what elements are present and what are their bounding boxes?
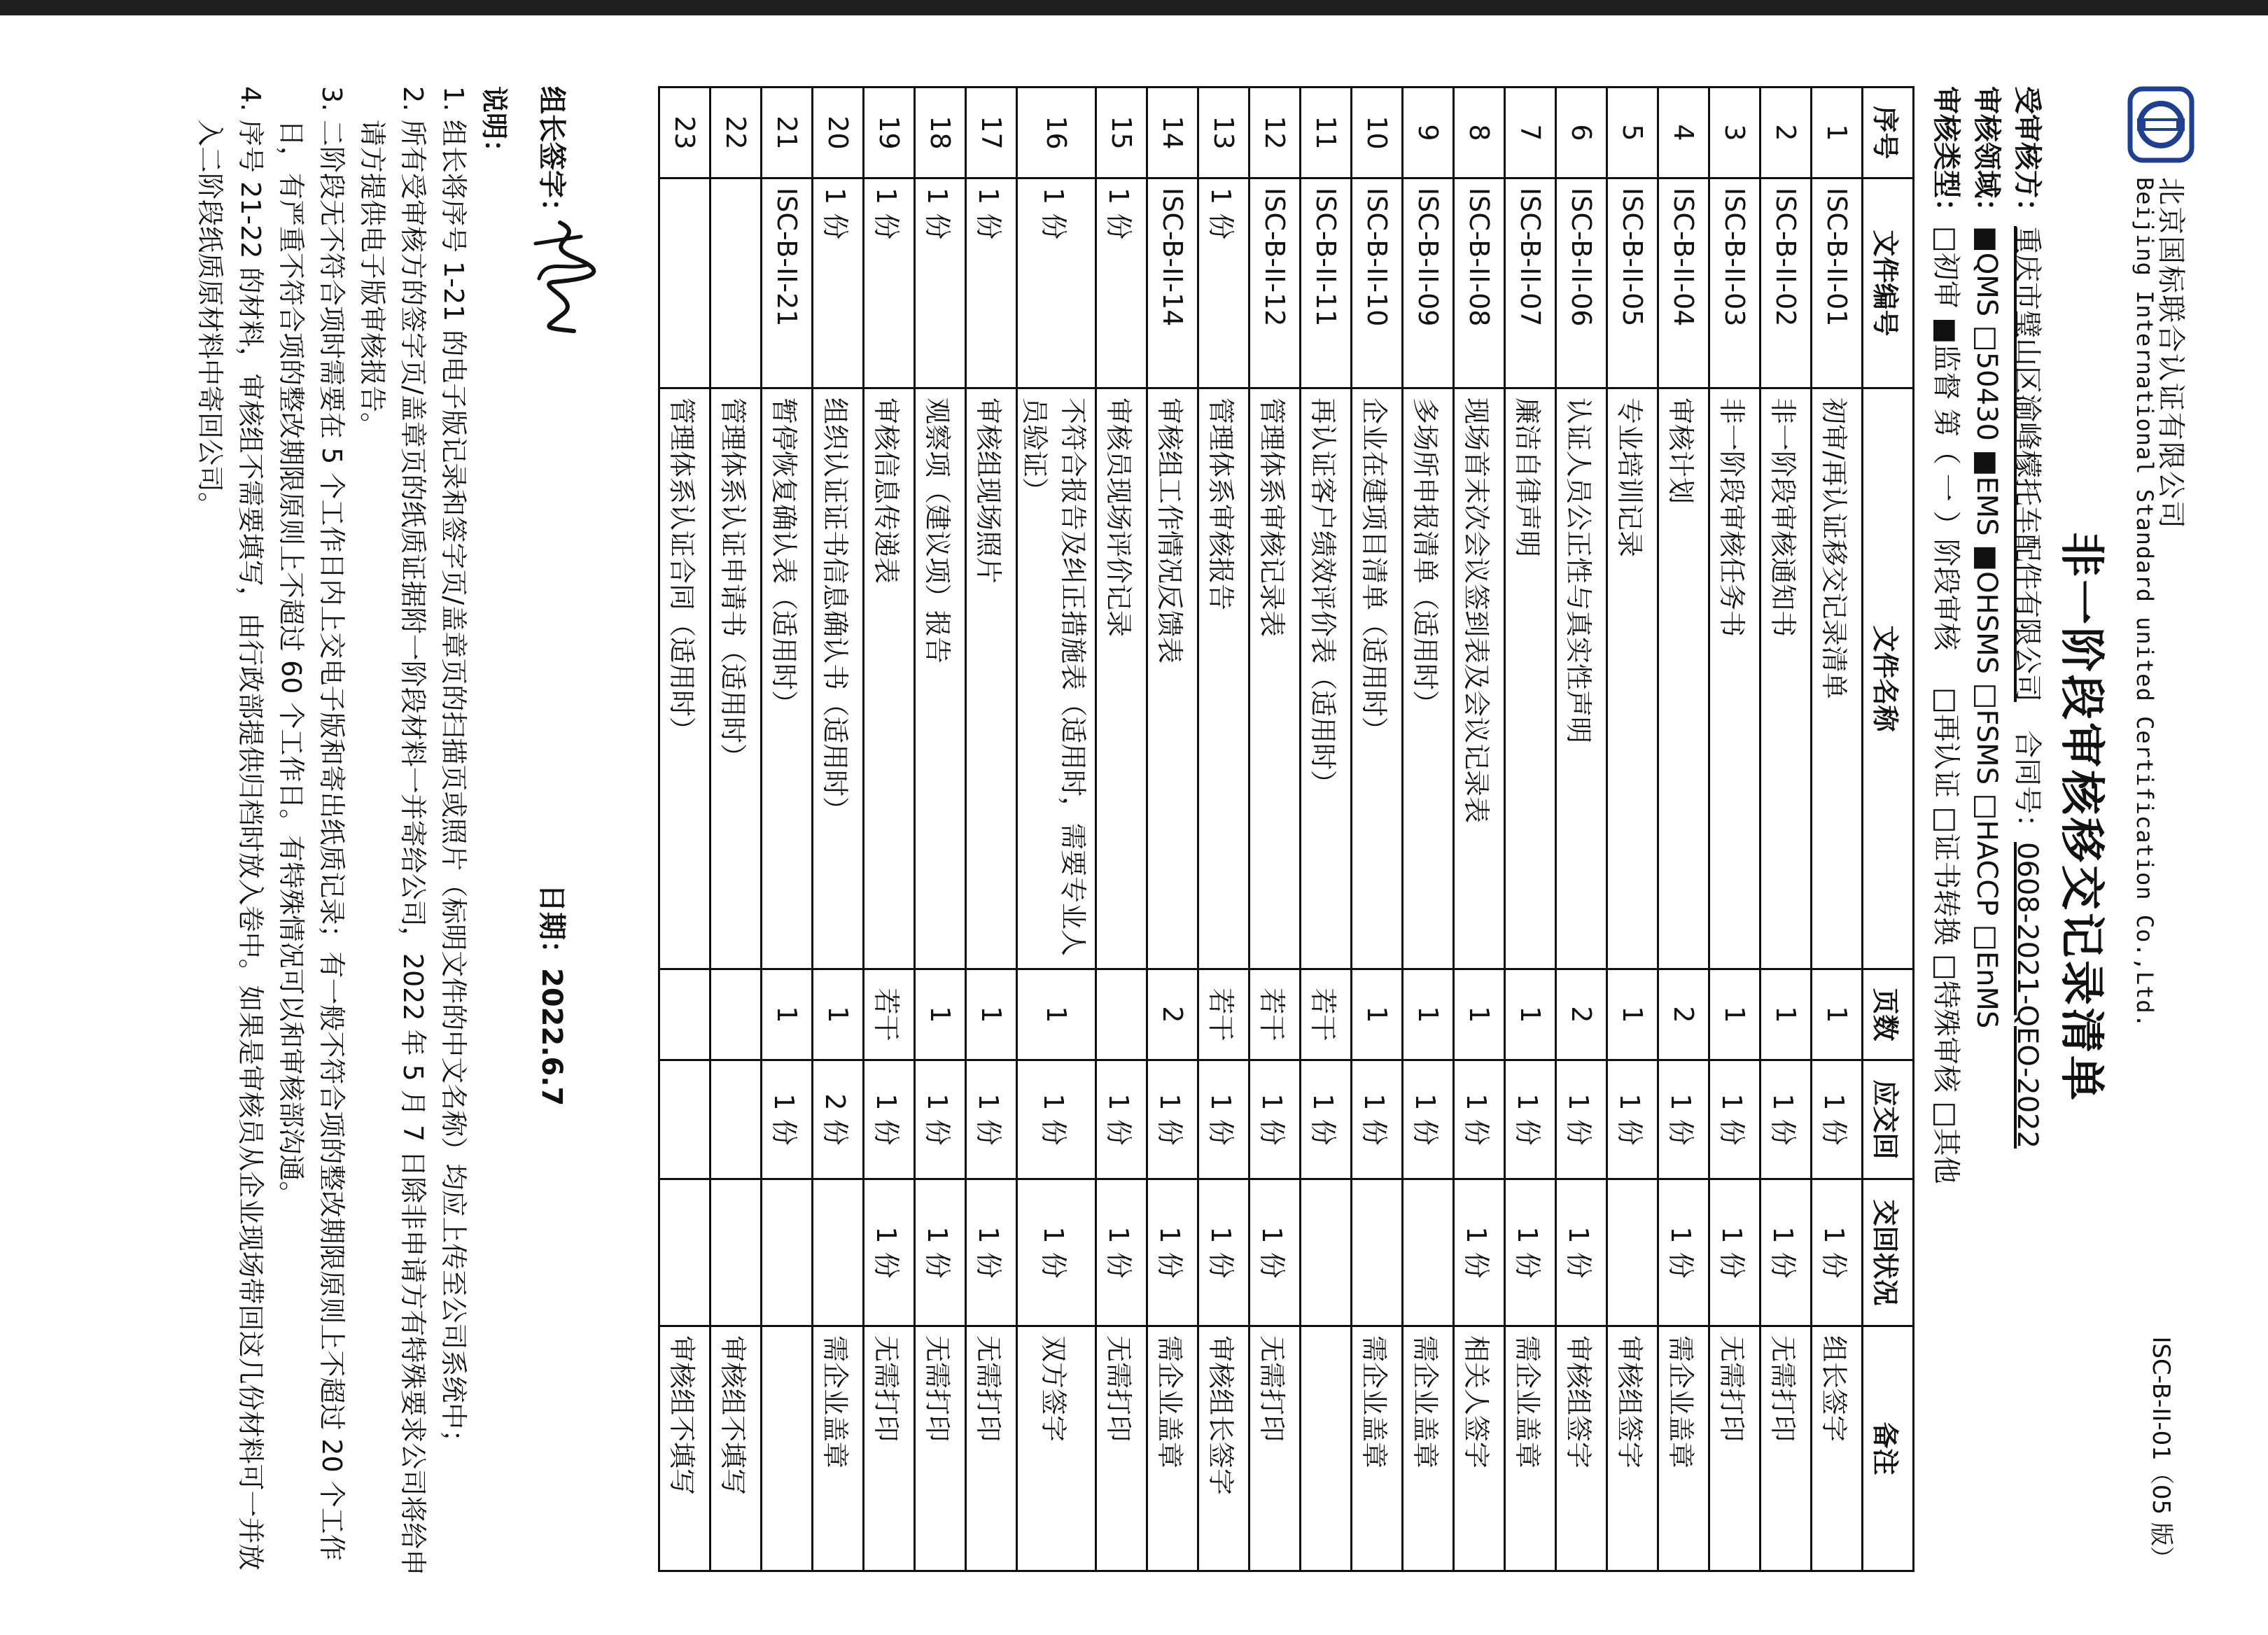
cell-no: 10 <box>1352 87 1403 178</box>
cell-name: 审核信息传递表 <box>864 388 915 969</box>
cell-remark: 审核组不填写 <box>659 1326 710 1571</box>
cell-no: 22 <box>710 87 762 178</box>
signature-label: 组长签字： <box>536 86 568 226</box>
cell-due: 1 份 <box>1607 1060 1658 1179</box>
cell-name: 暂停恢复确认表（适用时） <box>762 388 813 969</box>
cell-name: 审核组工作情况反馈表 <box>1147 388 1198 969</box>
type-options: □初审 ■监督 第（ 一 ）阶段审核 □再认证 □证书转换 □特殊审核 □其他 <box>1930 226 1962 1184</box>
cell-code: ISC-B-II-06 <box>1556 178 1607 388</box>
signature-row <box>534 86 574 1570</box>
cell-no: 17 <box>966 87 1017 178</box>
cell-status: 1 份 <box>1505 1179 1556 1326</box>
client-label: 受审核方： <box>2011 86 2043 226</box>
table-header-row <box>1863 87 1914 1571</box>
cell-name: 专业培训记录 <box>1607 388 1658 969</box>
cell-no: 23 <box>659 87 710 178</box>
cell-remark: 双方签字 <box>1017 1326 1096 1571</box>
date-field <box>534 884 574 1106</box>
cell-status <box>710 1179 762 1326</box>
cell-due <box>710 1060 762 1179</box>
cell-status <box>813 1179 864 1326</box>
date-value: 2022.6.7 <box>536 968 568 1107</box>
client-row <box>2007 86 2047 1570</box>
cell-no: 15 <box>1096 87 1147 178</box>
cell-name: 不符合报告及纠正措施表（适用时，需要专业人员验证） <box>1017 388 1096 969</box>
cell-status <box>1301 1179 1352 1326</box>
cell-due: 1 份 <box>1250 1060 1301 1179</box>
cell-status: 1 份 <box>1147 1179 1198 1326</box>
field-row <box>1966 86 2007 1570</box>
table-row <box>813 87 864 1571</box>
cell-pages: 1 <box>1017 969 1096 1060</box>
cell-remark: 无需打印 <box>1760 1326 1812 1571</box>
cell-due: 1 份 <box>1760 1060 1812 1179</box>
cell-pages: 1 <box>1607 969 1658 1060</box>
cell-no: 11 <box>1301 87 1352 178</box>
cell-code: 1 份 <box>966 178 1017 388</box>
cell-code: 1 份 <box>864 178 915 388</box>
date-label: 日期： <box>536 884 568 968</box>
cell-no: 18 <box>915 87 966 178</box>
cell-name: 管理体系认证申请书（适用时） <box>710 388 762 969</box>
cell-pages: 1 <box>1812 969 1863 1060</box>
cell-due: 1 份 <box>1556 1060 1607 1179</box>
contract-value: 0608-2021-QEO-2022 <box>2011 842 2043 1149</box>
cell-no: 4 <box>1658 87 1709 178</box>
cell-status <box>1607 1179 1658 1326</box>
cell-status <box>762 1179 813 1326</box>
document-sheet <box>46 37 2222 1598</box>
form-code: ISC-B-II-01（05 版） <box>2147 1336 2175 1570</box>
cell-name: 廉洁自律声明 <box>1505 388 1556 969</box>
cell-code: ISC-B-II-08 <box>1454 178 1505 388</box>
cell-pages: 2 <box>1147 969 1198 1060</box>
cell-remark: 相关人签字 <box>1454 1326 1505 1571</box>
cell-code: 1 份 <box>813 178 864 388</box>
cell-pages: 1 <box>1454 969 1505 1060</box>
cell-pages: 2 <box>1556 969 1607 1060</box>
cell-pages: 1 <box>1352 969 1403 1060</box>
note-item <box>352 86 433 1577</box>
cell-code: ISC-B-II-05 <box>1607 178 1658 388</box>
cell-no: 13 <box>1198 87 1250 178</box>
table-row <box>1760 87 1812 1571</box>
cell-due: 1 份 <box>1403 1060 1454 1179</box>
cell-pages: 1 <box>1760 969 1812 1060</box>
header-cell: 序号 <box>1863 87 1914 178</box>
cell-remark <box>762 1326 813 1571</box>
table-row <box>1812 87 1863 1571</box>
table-row <box>1017 87 1096 1571</box>
cell-remark: 需企业盖章 <box>1403 1326 1454 1571</box>
cell-code: 1 份 <box>915 178 966 388</box>
cell-due: 1 份 <box>1017 1060 1096 1179</box>
table-row <box>966 87 1017 1571</box>
field-options: ■QMS □50430 ■EMS ■OHSMS □FSMS □HACCP □EnMS <box>1970 226 2003 1029</box>
table-row <box>1505 87 1556 1571</box>
cell-pages: 1 <box>762 969 813 1060</box>
notes-section <box>190 86 514 1577</box>
cell-no: 21 <box>762 87 813 178</box>
cell-name: 再认证客户绩效评价表（适用时） <box>1301 388 1352 969</box>
cell-code: ISC-B-II-21 <box>762 178 813 388</box>
note-number: 4. <box>235 86 266 112</box>
cell-pages <box>710 969 762 1060</box>
header-cell: 应交回 <box>1863 1060 1914 1179</box>
cell-no: 7 <box>1505 87 1556 178</box>
cell-pages: 1 <box>1505 969 1556 1060</box>
cell-status <box>1403 1179 1454 1326</box>
table-body <box>659 87 1863 1571</box>
table-row <box>1198 87 1250 1571</box>
cell-code <box>710 178 762 388</box>
cell-due: 1 份 <box>1454 1060 1505 1179</box>
note-number: 1. <box>438 86 469 112</box>
cell-pages: 若干 <box>864 969 915 1060</box>
header-cell: 页数 <box>1863 969 1914 1060</box>
cell-name: 审核组现场照片 <box>966 388 1017 969</box>
cell-remark: 无需打印 <box>1709 1326 1760 1571</box>
note-text: 组长将序号 1-21 的电子版记录和签字页/盖章页的扫描页或照片（标明文件的中文名称）均应上传至公司系统中； <box>438 120 469 1457</box>
cell-status: 1 份 <box>1454 1179 1505 1326</box>
cell-pages: 1 <box>966 969 1017 1060</box>
cell-status: 1 份 <box>915 1179 966 1326</box>
cell-name: 企业在建项目清单（适用时） <box>1352 388 1403 969</box>
table-row <box>915 87 966 1571</box>
cell-pages <box>1096 969 1147 1060</box>
cell-no: 3 <box>1709 87 1760 178</box>
type-row <box>1926 86 1966 1570</box>
cell-code: ISC-B-II-10 <box>1352 178 1403 388</box>
cell-pages: 2 <box>1658 969 1709 1060</box>
cell-due: 1 份 <box>1096 1060 1147 1179</box>
note-item <box>433 86 474 1577</box>
cell-pages: 若干 <box>1250 969 1301 1060</box>
cell-code: ISC-B-II-04 <box>1658 178 1709 388</box>
table-row <box>710 87 762 1571</box>
note-text: 序号 21-22 的材料，审核组不需要填写，由行政部提供归档时放入卷中。如果是审核员从企业现场带回这几份材料可一并放入二阶段纸质原材料中寄回公司。 <box>195 120 266 1571</box>
cell-no: 8 <box>1454 87 1505 178</box>
note-item <box>190 86 271 1577</box>
cell-due: 1 份 <box>1709 1060 1760 1179</box>
header-cell: 文件编号 <box>1863 178 1914 388</box>
cell-remark <box>1301 1326 1352 1571</box>
field-label: 审核领域： <box>1970 86 2003 226</box>
cell-pages <box>659 969 710 1060</box>
cell-status: 1 份 <box>1198 1179 1250 1326</box>
cell-pages: 1 <box>813 969 864 1060</box>
cell-status: 1 份 <box>1250 1179 1301 1326</box>
cell-name: 非一阶段审核任务书 <box>1709 388 1760 969</box>
cell-status <box>1352 1179 1403 1326</box>
company-name-cn: 北京国标联合认证有限公司 <box>2155 177 2187 530</box>
table-row <box>864 87 915 1571</box>
cell-code: 1 份 <box>1198 178 1250 388</box>
cell-remark: 无需打印 <box>1250 1326 1301 1571</box>
cell-due: 1 份 <box>1147 1060 1198 1179</box>
cell-remark: 无需打印 <box>966 1326 1017 1571</box>
cell-due: 1 份 <box>966 1060 1017 1179</box>
cell-remark: 需企业盖章 <box>1658 1326 1709 1571</box>
cell-pages: 1 <box>1709 969 1760 1060</box>
table-row <box>1658 87 1709 1571</box>
cell-no: 1 <box>1812 87 1863 178</box>
header-cell: 文件名称 <box>1863 388 1914 969</box>
cell-no: 9 <box>1403 87 1454 178</box>
cell-name: 现场首末次会议签到表及会议记录表 <box>1454 388 1505 969</box>
cell-code: ISC-B-II-09 <box>1403 178 1454 388</box>
note-item <box>271 86 352 1577</box>
cell-name: 初审/再认证移交记录清单 <box>1812 388 1863 969</box>
table-row <box>1709 87 1760 1571</box>
note-text: 二阶段无不符合项时需要在 5 个工作日内上交电子版和寄出纸质记录；有一般不符合项的整改期限原则上不超过 20 个工作日，有严重不符合项的整改期限原则上不超过 60 个工作日。有特殊情况可以和审核部沟通。 <box>276 120 347 1561</box>
cell-due: 1 份 <box>1301 1060 1352 1179</box>
audit-info <box>1926 86 2047 1570</box>
table-row <box>1403 87 1454 1571</box>
cell-pages: 1 <box>1403 969 1454 1060</box>
cell-remark: 需企业盖章 <box>1352 1326 1403 1571</box>
cell-no: 14 <box>1147 87 1198 178</box>
cell-pages: 若干 <box>1301 969 1352 1060</box>
cell-name: 认证人员公正性与真实性声明 <box>1556 388 1607 969</box>
scan-top-edge <box>0 0 2268 15</box>
cell-name: 组织认证证书信息确认书（适用时） <box>813 388 864 969</box>
cell-status: 1 份 <box>1709 1179 1760 1326</box>
table-row <box>1607 87 1658 1571</box>
cell-name: 多场所申报清单（适用时） <box>1403 388 1454 969</box>
table-row <box>1454 87 1505 1571</box>
cell-no: 2 <box>1760 87 1812 178</box>
cell-no: 12 <box>1250 87 1301 178</box>
table-row <box>762 87 813 1571</box>
note-text: 所有受审核方的签字页/盖章页的纸质证据附一阶段材料一并寄给公司，2022 年 5 月 7 日除非申请方有特殊要求公司将给申请方提供电子版审核报告。 <box>357 120 428 1576</box>
table-row <box>1147 87 1198 1571</box>
client-value: 重庆市璧山区渝峰檬托车配件有限公司 <box>2011 226 2043 702</box>
cell-code: ISC-B-II-03 <box>1709 178 1760 388</box>
note-number: 3. <box>316 86 347 112</box>
notes-title: 说明： <box>479 86 510 167</box>
cell-due: 1 份 <box>915 1060 966 1179</box>
header-cell: 交回状况 <box>1863 1179 1914 1326</box>
cell-code: ISC-B-II-11 <box>1301 178 1352 388</box>
cell-remark: 组长签字 <box>1812 1326 1863 1571</box>
company-name-en: Beijing International Standard united Certification Co.,Ltd. <box>2132 177 2158 1028</box>
cell-no: 20 <box>813 87 864 178</box>
cell-status <box>659 1179 710 1326</box>
cell-name: 非一阶段审核通知书 <box>1760 388 1812 969</box>
cell-name: 审核员现场评价记录 <box>1096 388 1147 969</box>
note-number: 2. <box>398 86 428 112</box>
cell-code: 1 份 <box>1017 178 1096 388</box>
cell-pages: 1 <box>915 969 966 1060</box>
cell-code: ISC-B-II-12 <box>1250 178 1301 388</box>
handwritten-signature <box>525 216 602 335</box>
cell-due: 1 份 <box>864 1060 915 1179</box>
cell-due: 2 份 <box>813 1060 864 1179</box>
document-title: 非一阶段审核移交记录清单 <box>2055 532 2107 1103</box>
cell-remark: 审核组签字 <box>1607 1326 1658 1571</box>
cell-remark: 无需打印 <box>1096 1326 1147 1571</box>
cell-status: 1 份 <box>1658 1179 1709 1326</box>
cell-status: 1 份 <box>966 1179 1017 1326</box>
cell-due: 1 份 <box>1658 1060 1709 1179</box>
cell-remark: 无需打印 <box>915 1326 966 1571</box>
cell-status: 1 份 <box>1556 1179 1607 1326</box>
contract-label: 合同号： <box>2011 730 2043 842</box>
table-row <box>1096 87 1147 1571</box>
cell-no: 6 <box>1556 87 1607 178</box>
cell-due: 1 份 <box>762 1060 813 1179</box>
cell-no: 19 <box>864 87 915 178</box>
cell-name: 管理体系审核报告 <box>1198 388 1250 969</box>
cell-due: 1 份 <box>1812 1060 1863 1179</box>
cell-due: 1 份 <box>1198 1060 1250 1179</box>
cell-remark: 需企业盖章 <box>813 1326 864 1571</box>
cell-status: 1 份 <box>1017 1179 1096 1326</box>
cell-remark: 审核组长签字 <box>1198 1326 1250 1571</box>
cell-remark: 需企业盖章 <box>1147 1326 1198 1571</box>
table-row <box>1301 87 1352 1571</box>
cell-code: ISC-B-II-02 <box>1760 178 1812 388</box>
cell-no: 5 <box>1607 87 1658 178</box>
cell-code: ISC-B-II-07 <box>1505 178 1556 388</box>
cell-code <box>659 178 710 388</box>
company-logo-icon <box>2127 86 2194 163</box>
cell-due: 1 份 <box>1352 1060 1403 1179</box>
table-row <box>1556 87 1607 1571</box>
cell-status: 1 份 <box>1096 1179 1147 1326</box>
cell-no: 16 <box>1017 87 1096 178</box>
cell-remark: 审核组不填写 <box>710 1326 762 1571</box>
cell-due: 1 份 <box>1505 1060 1556 1179</box>
cell-status: 1 份 <box>1812 1179 1863 1326</box>
type-label: 审核类型： <box>1930 86 1962 226</box>
cell-name: 审核计划 <box>1658 388 1709 969</box>
cell-code: 1 份 <box>1096 178 1147 388</box>
cell-status: 1 份 <box>1760 1179 1812 1326</box>
cell-code: ISC-B-II-14 <box>1147 178 1198 388</box>
cell-due <box>659 1060 710 1179</box>
cell-code: ISC-B-II-01 <box>1812 178 1863 388</box>
header-cell: 备注 <box>1863 1326 1914 1571</box>
cell-remark: 需企业盖章 <box>1505 1326 1556 1571</box>
cell-remark: 无需打印 <box>864 1326 915 1571</box>
cell-status: 1 份 <box>864 1179 915 1326</box>
table-row <box>1352 87 1403 1571</box>
cell-pages: 若干 <box>1198 969 1250 1060</box>
cell-name: 观察项（建议项）报告 <box>915 388 966 969</box>
table-row <box>659 87 710 1571</box>
cell-remark: 审核组签字 <box>1556 1326 1607 1571</box>
transfer-table <box>658 86 1914 1572</box>
table-row <box>1250 87 1301 1571</box>
cell-name: 管理体系审核记录表 <box>1250 388 1301 969</box>
cell-name: 管理体系认证合同（适用时） <box>659 388 710 969</box>
